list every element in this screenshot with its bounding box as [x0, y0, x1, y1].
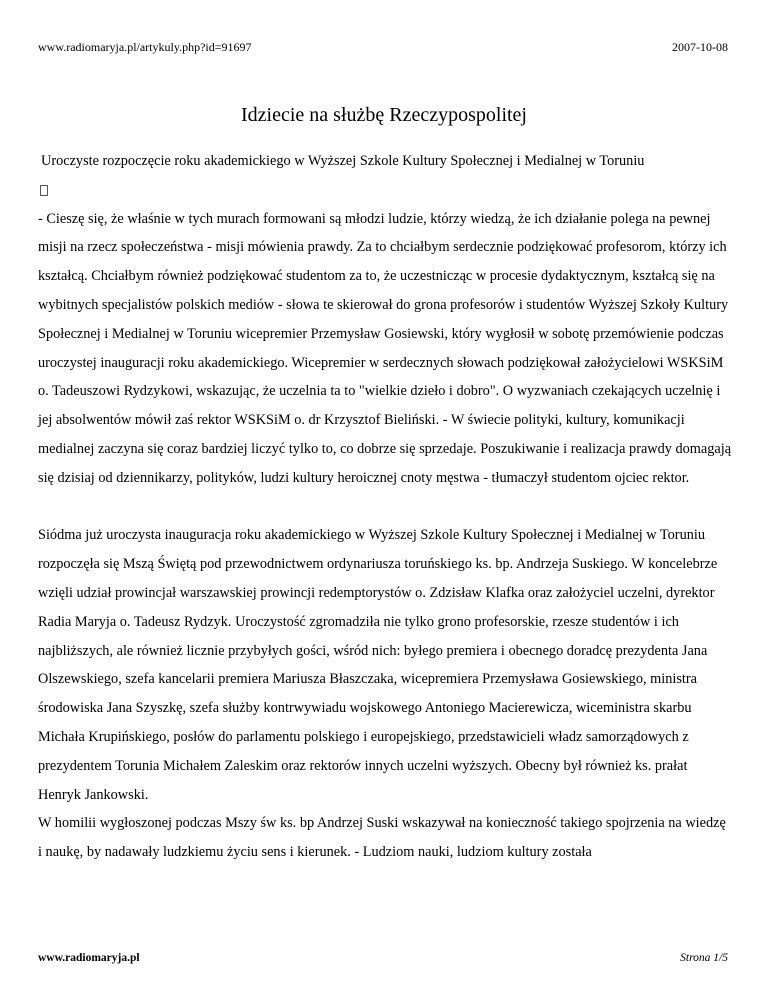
article-paragraph-1: - Cieszę się, że właśnie w tych murach formowani są młodzi ludzie, którzy wiedzą, że ich działanie polega na pewnej misji na rzecz społeczeństwa - misji mówienia prawdy. Za to chciałbym serdecznie podziękować profesorom, którzy ich kształcą. Chciałbym również podziękować studentom za to, że uczestnicząc w procesie dydaktycznym, kształcą się na wybitnych specjalistów polskich mediów - słowa te skierował do grona profesorów i studentów Wyższej Szkoły Kultury Społecznej i Medialnej w Toruniu wicepremier Przemysław Gosiewski, który wygłosił w sobotę przemówienie podczas uroczystej inauguracji roku akademickiego. Wicepremier w serdecznych słowach podziękował założycielowi WSKSiM o. Tadeuszowi Rydzykowi, wskazując, że uczelnia ta to "wielkie dzieło i dobro". O wyzwaniach czekających uczelnię i jej absolwentów mówił zaś rektor WSKSiM o. dr Krzysztof Bieliński. - W świecie polityki, kultury, komunikacji medialnej zaczyna się coraz bardziej liczyć tylko to, co dobrze się sprzedaje. Poszukiwanie i realizacja prawdy domagają się dzisiaj od dziennikarzy, polityków, ludzi kultury heroicznej cnoty męstwa - tłumaczył studentom ojciec rektor.	[38, 210, 732, 486]
missing-character-icon	[40, 185, 48, 196]
page-footer	[38, 951, 728, 965]
placeholder-glyph-line	[38, 176, 733, 205]
header-date: 2007-10-08	[672, 40, 728, 54]
article-title: Idziecie na służbę Rzeczypospolitej	[241, 104, 527, 126]
paragraph-spacer	[38, 493, 733, 522]
article-paragraph-2: Siódma już uroczysta inauguracja roku akademickiego w Wyższej Szkole Kultury Społecznej i Medialnej w Toruniu rozpoczęła się Mszą Świętą pod przewodnictwem ordynariusza toruńskiego ks. bp. Andrzeja Suskiego. W koncelebrze wzięli udział prowincjał warszawskiej prowincji redemptorystów o. Zdzisław Klafka oraz założyciel uczelni, dyrektor Radia Maryja o. Tadeusz Rydzyk. Uroczystość zgromadziła nie tylko grono profesorskie, rzesze studentów i ich najbliższych, ale również licznie przybyłych gości, wśród nich: byłego premiera i obecnego doradcę prezydenta Jana Olszewskiego, szefa kancelarii premiera Mariusza Błaszczaka, wicepremiera Przemysława Gosiewskiego, ministra środowiska Jana Szyszkę, szefa służby kontrwywiadu wojskowego Antoniego Macierewicza, wiceministra skarbu Michała Krupińskiego, posłów do parlamentu polskiego i europejskiego, przedstawicieli władz samorządowych z prezydentem Torunia Michałem Zaleskim oraz rektorów innych uczelni wyższych. Obecny był również ks. prałat Henryk Jankowski.	[38, 527, 718, 803]
article-paragraph-3: W homilii wygłoszonej podczas Mszy św ks. bp Andrzej Suski wskazywał na konieczność takiego spojrzenia na wiedzę i naukę, by nadawały ludzkiemu życiu sens i kierunek. - Ludziom nauki, ludziom kultury została	[38, 815, 726, 861]
header-url-link[interactable]: www.radiomaryja.pl/artykuly.php?id=91697	[38, 40, 252, 54]
footer-page-number: Strona 1/5	[680, 952, 728, 964]
article-subtitle: Uroczyste rozpoczęcie roku akademickiego w Wyższej Szkole Kultury Społecznej i Medialnej w Toruniu	[41, 153, 645, 169]
page-header	[38, 40, 728, 54]
footer-site: www.radiomaryja.pl	[38, 952, 140, 964]
article-body	[38, 147, 733, 867]
